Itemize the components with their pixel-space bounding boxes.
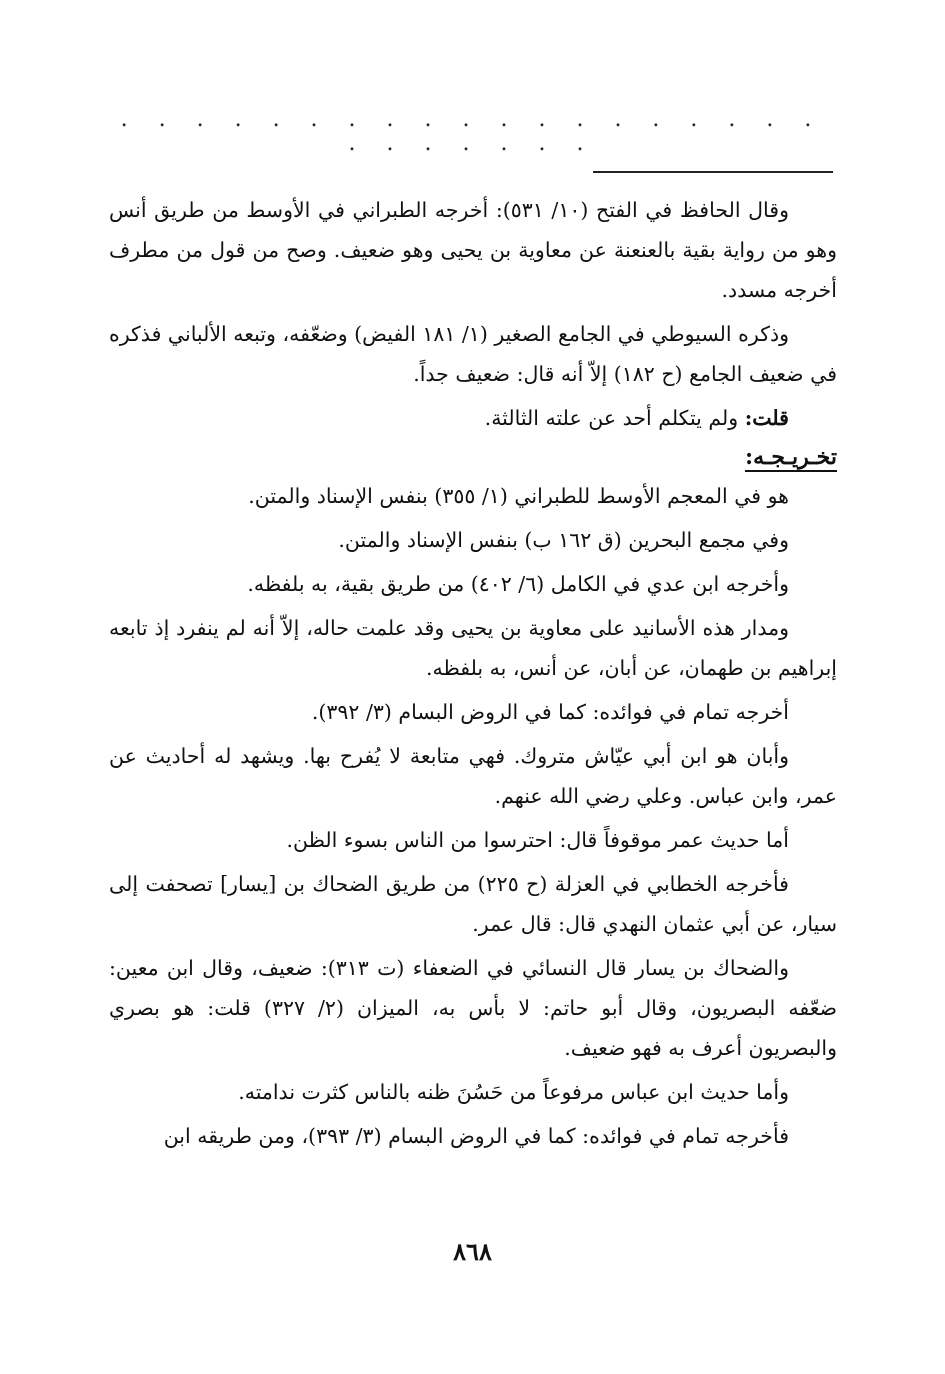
- paragraph: وأبان هو ابن أبي عيّاش متروك. فهي متابعة لا يُفرح بها. ويشهد له أحاديث عن عمر، وابن عباس. وعلي رضي الله عنهم.: [109, 744, 837, 808]
- section-heading: تخـريـجـه:: [744, 444, 837, 470]
- paragraph: أخرجه تمام في فوائده: كما في الروض البسام (٣/ ٣٩٢).: [311, 700, 789, 724]
- footnote-rule: [593, 171, 833, 173]
- qultu-label: قلت:: [744, 406, 789, 430]
- paragraph: والضحاك بن يسار قال النسائي في الضعفاء (ت ٣١٣): ضعيف، وقال ابن معين: ضعّفه البصريون، وقال أبو حاتم: لا بأس به، الميزان (٢/ ٣٢٧) قلت: هو بصري والبصريون أعرف به فهو ضعيف.: [109, 956, 837, 1060]
- paragraph: وذكره السيوطي في الجامع الصغير (١/ ١٨١ الفيض) وضعّفه، وتبعه الألباني فذكره في ضعيف الجامع (ح ١٨٢) إلاّ أنه قال: ضعيف جداً.: [109, 322, 837, 386]
- body-text: [109, 190, 837, 1156]
- paragraph: ومدار هذه الأسانيد على معاوية بن يحيى وقد علمت حاله، إلاّ أنه لم ينفرد إذ تابعه إبراهيم بن طهمان، عن أبان، عن أنس، به بلفظه.: [109, 616, 837, 680]
- paragraph: وقال الحافظ في الفتح (١٠/ ٥٣١): أخرجه الطبراني في الأوسط من طريق أنس وهو من رواية بقية بالعنعنة عن معاوية بن يحيى وهو ضعيف. وصح من قول من مطرف أخرجه مسدد.: [109, 198, 837, 302]
- paragraph: وفي مجمع البحرين (ق ١٦٢ ب) بنفس الإسناد والمتن.: [338, 528, 789, 552]
- paragraph: وأما حديث ابن عباس مرفوعاً من حَسُنَ ظنه بالناس كثرت ندامته.: [238, 1080, 789, 1104]
- paragraph: فأخرجه تمام في فوائده: كما في الروض البسام (٣/ ٣٩٣)، ومن طريقه ابن: [163, 1124, 789, 1148]
- paragraph: هو في المعجم الأوسط للطبراني (١/ ٣٥٥) بنفس الإسناد والمتن.: [248, 484, 789, 508]
- paragraph-text: ولم يتكلم أحد عن علته الثالثة.: [484, 406, 739, 430]
- paragraph: [109, 398, 837, 438]
- page-number: ٨٦٨: [453, 1237, 492, 1266]
- paragraph: وأخرجه ابن عدي في الكامل (٦/ ٤٠٢) من طريق بقية، به بلفظه.: [247, 572, 789, 596]
- paragraph: أما حديث عمر موقوفاً قال: احترسوا من الناس بسوء الظن.: [286, 828, 789, 852]
- paragraph: فأخرجه الخطابي في العزلة (ح ٢٢٥) من طريق الضحاك بن [يسار] تصحفت إلى سيار، عن أبي عثمان النهدي قال: قال عمر.: [109, 872, 837, 936]
- separator-dots: . . . . . . . . . . . . . . . . . . . . . . . . . .: [120, 107, 824, 156]
